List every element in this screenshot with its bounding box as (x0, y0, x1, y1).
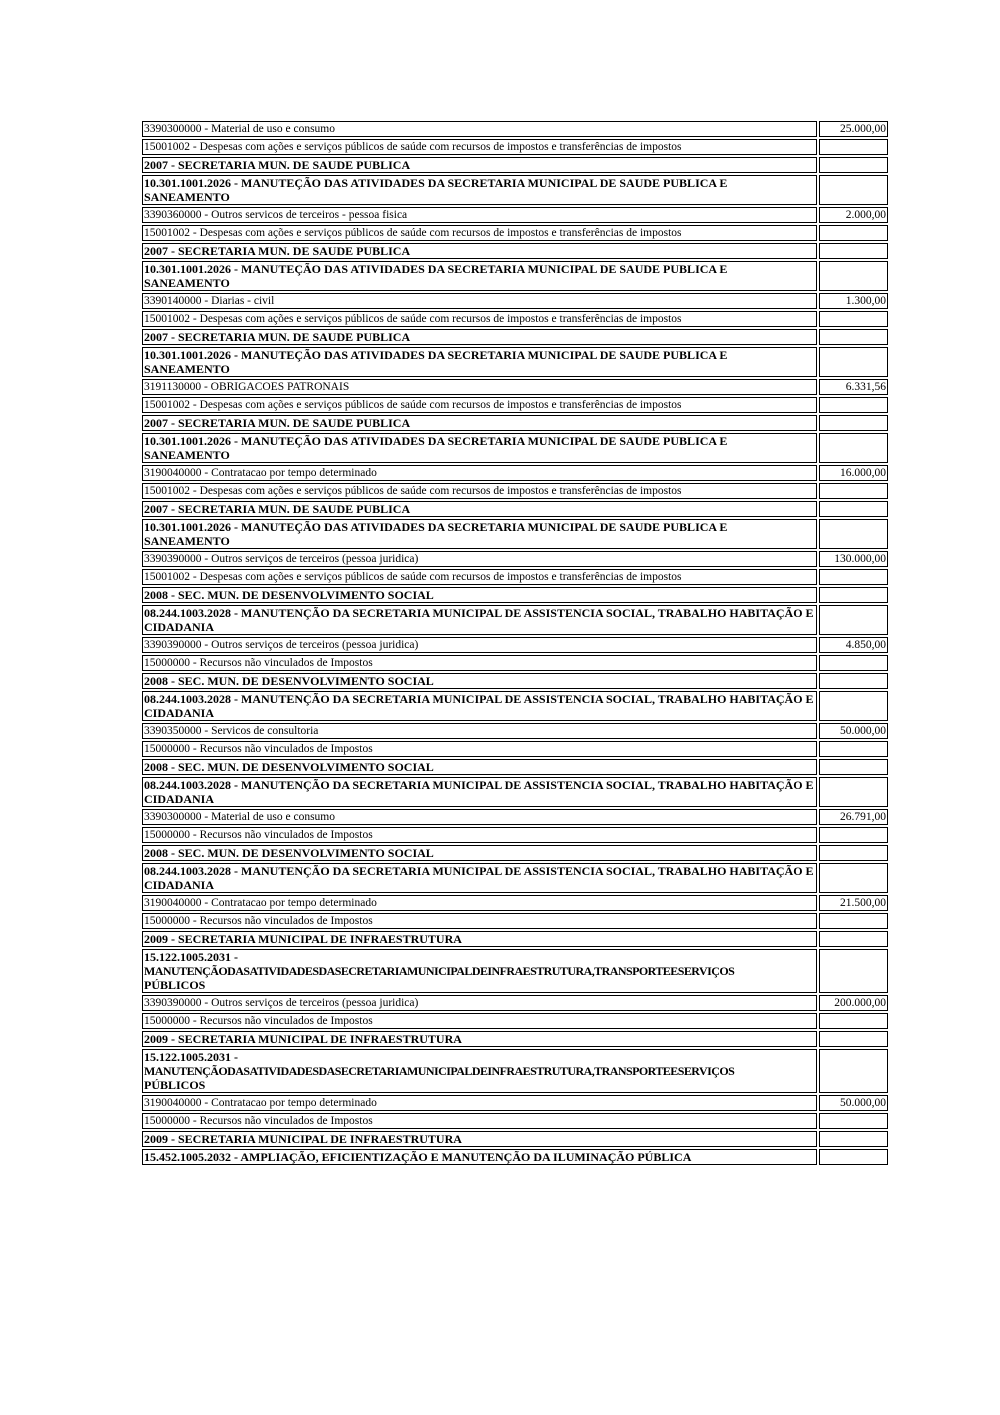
row-description-text: 15001002 - Despesas com ações e serviços públicos de saúde com recursos de impostos e transferências de impostos (144, 313, 682, 325)
row-value (819, 415, 888, 431)
row-value: 26.791,00 (819, 809, 888, 825)
row-description-text: 15000000 - Recursos não vinculados de Impostos (144, 743, 373, 755)
row-description (142, 949, 817, 993)
row-description-text: 2008 - SEC. MUN. DE DESENVOLVIMENTO SOCIAL (144, 846, 434, 860)
budget-table-body (142, 121, 888, 1165)
row-value (819, 913, 888, 929)
row-value (819, 1031, 888, 1047)
row-description-text: 15001002 - Despesas com ações e serviços públicos de saúde com recursos de impostos e transferências de impostos (144, 141, 682, 153)
row-description (142, 207, 817, 223)
heading-row (142, 605, 888, 635)
row-description (142, 225, 817, 241)
row-value: 50.000,00 (819, 1095, 888, 1111)
row-description (142, 551, 817, 567)
row-value (819, 587, 888, 603)
heading-row (142, 329, 888, 345)
table-row (142, 379, 888, 395)
row-description (142, 293, 817, 309)
row-description (142, 175, 817, 205)
heading-row (142, 931, 888, 947)
row-description-text: 3390390000 - Outros serviços de terceiros (pessoa juridica) (144, 997, 419, 1009)
row-value: 2.000,00 (819, 207, 888, 223)
table-row (142, 637, 888, 653)
row-value (819, 949, 888, 993)
row-value (819, 157, 888, 173)
row-description (142, 483, 817, 499)
row-description-text: 15.122.1005.2031 - (144, 1050, 238, 1064)
row-description-text: 2009 - SECRETARIA MUNICIPAL DE INFRAESTRUTURA (144, 932, 462, 946)
row-value: 50.000,00 (819, 723, 888, 739)
row-description (142, 465, 817, 481)
heading-row (142, 175, 888, 205)
row-description-text: 15.122.1005.2031 - (144, 950, 238, 964)
row-value (819, 931, 888, 947)
row-description-text: 15.452.1005.2032 - AMPLIAÇÃO, EFICIENTIZAÇÃO E MANUTENÇÃO DA ILUMINAÇÃO PÚBLICA (144, 1150, 692, 1164)
row-description (142, 415, 817, 431)
row-value: 1.300,00 (819, 293, 888, 309)
row-description-text: 2007 - SECRETARIA MUN. DE SAUDE PUBLICA (144, 244, 411, 258)
table-row (142, 207, 888, 223)
table-row (142, 895, 888, 911)
row-description (142, 931, 817, 947)
heading-row (142, 347, 888, 377)
row-description-line-2: MANUTENÇÃODASATIVIDADESDASECRETARIAMUNICIPALDEINFRAESTRUTURA,TRANSPORTEESERVIÇOS (144, 1064, 735, 1078)
table-row (142, 551, 888, 567)
row-value (819, 569, 888, 585)
row-description-text: 15001002 - Despesas com ações e serviços públicos de saúde com recursos de impostos e transferências de impostos (144, 571, 682, 583)
table-row (142, 827, 888, 843)
row-description-text: 10.301.1001.2026 - MANUTEÇÃO DAS ATIVIDADES DA SECRETARIA MUNICIPAL DE SAUDE PUBLICA E SANEAMENTO (144, 262, 728, 290)
heading-row (142, 243, 888, 259)
row-description-text: 15000000 - Recursos não vinculados de Impostos (144, 829, 373, 841)
heading-row (142, 587, 888, 603)
row-description-text: 3390390000 - Outros serviços de terceiros (pessoa juridica) (144, 639, 419, 651)
row-value (819, 759, 888, 775)
row-description-text: 2007 - SECRETARIA MUN. DE SAUDE PUBLICA (144, 416, 411, 430)
row-value (819, 175, 888, 205)
row-value: 25.000,00 (819, 121, 888, 137)
row-value (819, 519, 888, 549)
row-description-text: 10.301.1001.2026 - MANUTEÇÃO DAS ATIVIDADES DA SECRETARIA MUNICIPAL DE SAUDE PUBLICA E SANEAMENTO (144, 434, 728, 462)
row-description (142, 433, 817, 463)
row-description (142, 863, 817, 893)
row-description (142, 913, 817, 929)
row-description-text: 2009 - SECRETARIA MUNICIPAL DE INFRAESTRUTURA (144, 1032, 462, 1046)
row-description (142, 809, 817, 825)
row-description (142, 1031, 817, 1047)
row-description (142, 1013, 817, 1029)
heading-row (142, 863, 888, 893)
row-value (819, 777, 888, 807)
row-description (142, 1049, 817, 1093)
heading-row (142, 415, 888, 431)
row-value (819, 673, 888, 689)
row-description (142, 347, 817, 377)
row-description (142, 895, 817, 911)
row-description-text: 3390350000 - Servicos de consultoria (144, 725, 319, 737)
row-value (819, 1049, 888, 1093)
heading-row (142, 949, 888, 993)
table-row (142, 809, 888, 825)
row-value (819, 1149, 888, 1165)
table-row (142, 397, 888, 413)
row-value (819, 329, 888, 345)
row-description-text: 2008 - SEC. MUN. DE DESENVOLVIMENTO SOCIAL (144, 760, 434, 774)
row-description (142, 261, 817, 291)
row-description-text: 08.244.1003.2028 - MANUTENÇÃO DA SECRETARIA MUNICIPAL DE ASSISTENCIA SOCIAL, TRABALHO HABITAÇÃO E CIDADANIA (144, 606, 814, 634)
row-description (142, 673, 817, 689)
row-description (142, 329, 817, 345)
table-row (142, 1113, 888, 1129)
heading-row (142, 777, 888, 807)
row-description-text: 3190040000 - Contratacao por tempo determinado (144, 467, 377, 479)
row-value (819, 1131, 888, 1147)
row-description-text: 10.301.1001.2026 - MANUTEÇÃO DAS ATIVIDADES DA SECRETARIA MUNICIPAL DE SAUDE PUBLICA E SANEAMENTO (144, 520, 728, 548)
row-description-text: 15000000 - Recursos não vinculados de Impostos (144, 1115, 373, 1127)
row-value (819, 1113, 888, 1129)
row-description-text: 08.244.1003.2028 - MANUTENÇÃO DA SECRETARIA MUNICIPAL DE ASSISTENCIA SOCIAL, TRABALHO HABITAÇÃO E CIDADANIA (144, 692, 814, 720)
row-description-text: 3191130000 - OBRIGACOES PATRONAIS (144, 381, 350, 393)
table-row (142, 995, 888, 1011)
row-description (142, 777, 817, 807)
row-value (819, 741, 888, 757)
table-row (142, 1095, 888, 1111)
row-value (819, 243, 888, 259)
row-description (142, 605, 817, 635)
row-description (142, 519, 817, 549)
row-description-text: 3390140000 - Diarias - civil (144, 295, 275, 307)
heading-row (142, 673, 888, 689)
row-value: 200.000,00 (819, 995, 888, 1011)
row-description-text: 2008 - SEC. MUN. DE DESENVOLVIMENTO SOCIAL (144, 674, 434, 688)
row-description-text: 3390300000 - Material de uso e consumo (144, 123, 335, 135)
table-row (142, 121, 888, 137)
row-description (142, 1149, 817, 1165)
row-description-text: 15000000 - Recursos não vinculados de Impostos (144, 657, 373, 669)
table-row (142, 311, 888, 327)
table-row (142, 741, 888, 757)
table-row (142, 225, 888, 241)
row-description (142, 397, 817, 413)
row-value (819, 397, 888, 413)
row-description (142, 1095, 817, 1111)
row-description (142, 243, 817, 259)
row-description (142, 587, 817, 603)
row-description (142, 655, 817, 671)
row-description (142, 845, 817, 861)
heading-row (142, 519, 888, 549)
row-description (142, 569, 817, 585)
table-row (142, 723, 888, 739)
heading-row (142, 157, 888, 173)
row-description-line-3: PÚBLICOS (144, 978, 206, 992)
table-row (142, 569, 888, 585)
row-description (142, 121, 817, 137)
row-description-text: 3390300000 - Material de uso e consumo (144, 811, 335, 823)
row-description-text: 3190040000 - Contratacao por tempo determinado (144, 897, 377, 909)
table-row (142, 465, 888, 481)
table-row (142, 655, 888, 671)
table-row (142, 139, 888, 155)
row-value (819, 139, 888, 155)
row-description-text: 2009 - SECRETARIA MUNICIPAL DE INFRAESTRUTURA (144, 1132, 462, 1146)
heading-row (142, 691, 888, 721)
row-description (142, 139, 817, 155)
budget-document (140, 119, 888, 1167)
heading-row (142, 261, 888, 291)
table-row (142, 293, 888, 309)
budget-table (140, 119, 890, 1167)
row-description-text: 15001002 - Despesas com ações e serviços públicos de saúde com recursos de impostos e transferências de impostos (144, 485, 682, 497)
table-row (142, 483, 888, 499)
row-description (142, 311, 817, 327)
table-row (142, 1013, 888, 1029)
heading-row (142, 1131, 888, 1147)
row-value (819, 483, 888, 499)
row-description (142, 1131, 817, 1147)
row-description (142, 1113, 817, 1129)
row-description (142, 723, 817, 739)
row-value (819, 691, 888, 721)
row-description (142, 827, 817, 843)
row-value: 21.500,00 (819, 895, 888, 911)
row-value: 16.000,00 (819, 465, 888, 481)
row-description-text: 2008 - SEC. MUN. DE DESENVOLVIMENTO SOCIAL (144, 588, 434, 602)
row-description-text: 15001002 - Despesas com ações e serviços públicos de saúde com recursos de impostos e transferências de impostos (144, 399, 682, 411)
row-description (142, 759, 817, 775)
table-row (142, 913, 888, 929)
heading-row (142, 501, 888, 517)
row-description (142, 995, 817, 1011)
heading-row (142, 433, 888, 463)
row-description (142, 379, 817, 395)
row-description-text: 3390360000 - Outros servicos de terceiros - pessoa fisica (144, 209, 408, 221)
row-value: 6.331,56 (819, 379, 888, 395)
row-value: 4.850,00 (819, 637, 888, 653)
row-value (819, 347, 888, 377)
heading-row (142, 1049, 888, 1093)
row-description-text: 08.244.1003.2028 - MANUTENÇÃO DA SECRETARIA MUNICIPAL DE ASSISTENCIA SOCIAL, TRABALHO HABITAÇÃO E CIDADANIA (144, 864, 814, 892)
row-description-text: 15001002 - Despesas com ações e serviços públicos de saúde com recursos de impostos e transferências de impostos (144, 227, 682, 239)
row-description-text: 3190040000 - Contratacao por tempo determinado (144, 1097, 377, 1109)
row-value (819, 605, 888, 635)
row-value (819, 225, 888, 241)
row-value (819, 655, 888, 671)
heading-row (142, 759, 888, 775)
row-description-text: 15000000 - Recursos não vinculados de Impostos (144, 1015, 373, 1027)
row-description-text: 2007 - SECRETARIA MUN. DE SAUDE PUBLICA (144, 158, 411, 172)
heading-row (142, 1031, 888, 1047)
row-description (142, 157, 817, 173)
row-description-text: 10.301.1001.2026 - MANUTEÇÃO DAS ATIVIDADES DA SECRETARIA MUNICIPAL DE SAUDE PUBLICA E SANEAMENTO (144, 176, 728, 204)
heading-row (142, 845, 888, 861)
row-description-line-2: MANUTENÇÃODASATIVIDADESDASECRETARIAMUNICIPALDEINFRAESTRUTURA,TRANSPORTEESERVIÇOS (144, 964, 735, 978)
row-description (142, 691, 817, 721)
row-description (142, 741, 817, 757)
row-value: 130.000,00 (819, 551, 888, 567)
row-value (819, 1013, 888, 1029)
row-description-text: 2007 - SECRETARIA MUN. DE SAUDE PUBLICA (144, 502, 411, 516)
heading-row (142, 1149, 888, 1165)
row-description-text: 10.301.1001.2026 - MANUTEÇÃO DAS ATIVIDADES DA SECRETARIA MUNICIPAL DE SAUDE PUBLICA E SANEAMENTO (144, 348, 728, 376)
row-description-line-3: PÚBLICOS (144, 1078, 206, 1092)
row-description-text: 08.244.1003.2028 - MANUTENÇÃO DA SECRETARIA MUNICIPAL DE ASSISTENCIA SOCIAL, TRABALHO HABITAÇÃO E CIDADANIA (144, 778, 814, 806)
row-value (819, 261, 888, 291)
row-value (819, 433, 888, 463)
row-description-text: 15000000 - Recursos não vinculados de Impostos (144, 915, 373, 927)
row-description-text: 3390390000 - Outros serviços de terceiros (pessoa juridica) (144, 553, 419, 565)
row-value (819, 501, 888, 517)
row-value (819, 863, 888, 893)
row-value (819, 827, 888, 843)
row-description (142, 637, 817, 653)
row-description (142, 501, 817, 517)
row-description-text: 2007 - SECRETARIA MUN. DE SAUDE PUBLICA (144, 330, 411, 344)
row-value (819, 845, 888, 861)
row-value (819, 311, 888, 327)
